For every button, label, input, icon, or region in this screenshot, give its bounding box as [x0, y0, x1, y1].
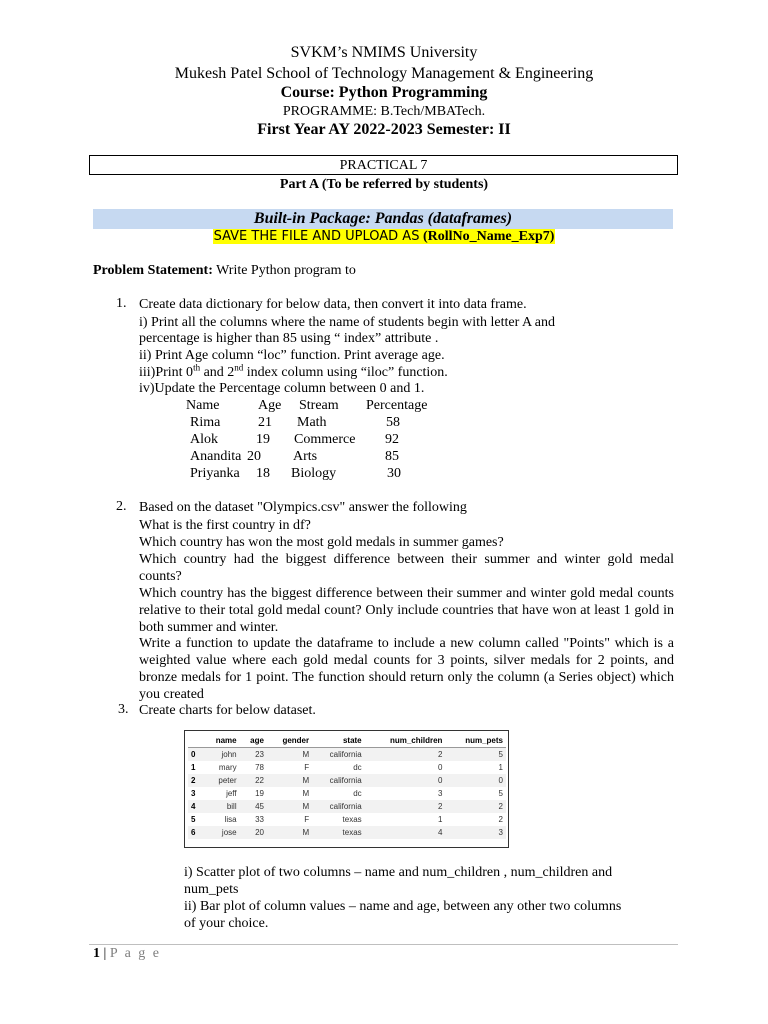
table-cell: 2 [188, 774, 202, 787]
student-cell: Alok [190, 432, 218, 447]
student-header-name: Name [186, 398, 220, 413]
table-cell: 2 [445, 800, 506, 813]
dataframe-header: num_pets [445, 734, 506, 748]
student-cell: Anandita [190, 449, 242, 464]
table-cell: 4 [188, 800, 202, 813]
table-cell: texas [342, 815, 362, 824]
table-cell: california [312, 748, 365, 762]
table-cell: 20 [240, 826, 267, 839]
table-cell: jeff [226, 789, 237, 798]
table-cell: 33 [255, 815, 264, 824]
q1-part-iii [139, 364, 448, 381]
school-name: Mukesh Patel School of Technology Management & Engineering [174, 65, 594, 82]
table-cell: 0 [188, 748, 202, 762]
table-cell: 5 [191, 815, 196, 824]
table-cell: 3 [191, 789, 196, 798]
table-cell: 19 [255, 789, 264, 798]
save-highlight [213, 229, 556, 244]
table-cell: john [202, 748, 239, 762]
table-cell: mary [218, 763, 237, 772]
table-cell: M [267, 800, 312, 813]
page-footer [93, 946, 161, 962]
table-cell: 45 [240, 800, 267, 813]
table-cell: texas [312, 826, 365, 839]
student-cell: Biology [291, 466, 337, 481]
footer-divider [89, 944, 678, 945]
table-row [188, 774, 506, 787]
table-cell: M [267, 748, 312, 762]
page-word: P a g e [109, 946, 162, 961]
table-cell: 1 [498, 763, 503, 772]
table-cell: M [302, 789, 310, 798]
q1-part-i-line1: i) Print all the columns where the name of students begin with letter A and [139, 315, 556, 330]
student-cell: Priyanka [190, 466, 240, 481]
student-cell: Math [297, 415, 327, 430]
dataframe-header: num_children [365, 734, 446, 748]
table-cell: 0 [365, 774, 446, 787]
dataframe-header: name [202, 734, 239, 748]
table-cell: 1 [191, 763, 196, 772]
course-title: Course: Python Programming [280, 84, 488, 101]
q1-number: 1. [116, 296, 127, 311]
q2-number: 2. [116, 499, 127, 514]
q2-question-1: What is the first country in df? [139, 518, 311, 533]
problem-label: Problem Statement: [93, 263, 213, 278]
table-cell: 3 [445, 826, 506, 839]
student-cell: 85 [385, 449, 399, 464]
q2-question-3: Which country had the biggest difference between their summer and winter gold medal counts? [139, 552, 674, 584]
q3-part-ii-line1: ii) Bar plot of column values – name and age, between any other two columns [184, 899, 622, 914]
problem-statement [93, 263, 356, 279]
table-cell: 2 [365, 800, 446, 813]
dataframe-table [188, 734, 506, 839]
table-cell: lisa [224, 815, 237, 824]
student-header-stream: Stream [299, 398, 339, 413]
practical-title: PRACTICAL 7 [339, 158, 428, 173]
table-cell: 0 [437, 763, 443, 772]
academic-year: First Year AY 2022-2023 Semester: II [257, 121, 511, 138]
student-cell: 92 [385, 432, 399, 447]
table-cell: 0 [445, 774, 506, 787]
table-cell: california [312, 800, 365, 813]
page-number: 1 [93, 946, 100, 961]
table-row [188, 748, 506, 762]
part-label: Part A (To be referred by students) [279, 177, 489, 192]
student-cell: 58 [386, 415, 400, 430]
dataframe-header: age [240, 734, 267, 748]
footer-separator: | [100, 946, 110, 961]
table-cell: 22 [240, 774, 267, 787]
q3-number: 3. [118, 702, 129, 717]
q3-part-i-line1: i) Scatter plot of two columns – name and num_children , num_children and [184, 865, 613, 880]
table-cell: 23 [240, 748, 267, 762]
student-header-age: Age [258, 398, 282, 413]
problem-text: Write Python program to [216, 263, 356, 278]
q3-part-i-line2: num_pets [184, 882, 239, 897]
student-cell: 21 [258, 415, 272, 430]
q3-part-ii-line2: of your choice. [184, 916, 269, 931]
table-cell: 5 [498, 789, 503, 798]
table-cell: 1 [437, 815, 443, 824]
q2-intro: Based on the dataset "Olympics.csv" answer the following [139, 500, 467, 515]
university-name: SVKM’s NMIMS University [290, 44, 478, 61]
q1-part-iii-b: and 2 [200, 365, 235, 380]
table-cell: F [304, 815, 310, 824]
save-instruction [0, 229, 768, 245]
table-cell: 3 [437, 789, 443, 798]
table-cell: 2 [365, 748, 446, 762]
table-cell: peter [202, 774, 239, 787]
q1-part-ii: ii) Print Age column “loc” function. Print average age. [139, 348, 445, 363]
q1-part-iii-c: index column using “iloc” function. [243, 365, 448, 380]
q1-part-i-line2: percentage is higher than 85 using “ index” attribute . [139, 331, 439, 346]
student-cell: Commerce [294, 432, 356, 447]
q1-sup-nd: nd [234, 362, 244, 373]
q1-part-iv: iv)Update the Percentage column between 0 and 1. [139, 381, 425, 396]
table-cell: california [312, 774, 365, 787]
table-cell: bill [202, 800, 239, 813]
save-prefix: SAVE THE FILE AND UPLOAD AS [213, 229, 420, 244]
table-cell: jose [202, 826, 239, 839]
package-banner: Built-in Package: Pandas (dataframes) [93, 209, 673, 229]
student-cell: Arts [293, 449, 318, 464]
table-cell: dc [353, 763, 362, 772]
q2-question-5: Write a function to update the dataframe to include a new column called "Points" which is a weighted value where each gold medal counts for 3 points, silver medals for 2 points, and bronze medals for 1 point. The function should return only the column (a Series object) which you created [139, 636, 674, 702]
table-cell: 6 [188, 826, 202, 839]
student-cell: 20 [247, 449, 261, 464]
save-filename: (RollNo_Name_Exp7) [422, 229, 555, 244]
table-row [188, 800, 506, 813]
q3-intro: Create charts for below dataset. [139, 703, 316, 718]
student-cell: 19 [256, 432, 270, 447]
q2-question-2: Which country has won the most gold medals in summer games? [139, 535, 504, 550]
table-cell: F [304, 763, 310, 772]
table-cell: 78 [255, 763, 264, 772]
dataframe-header [188, 734, 202, 748]
practical-title-box [89, 155, 678, 175]
table-row [188, 826, 506, 839]
table-row [188, 813, 506, 826]
dataframe-header: gender [267, 734, 312, 748]
table-cell: M [267, 774, 312, 787]
table-row [188, 761, 506, 774]
student-cell: 18 [256, 466, 270, 481]
dataframe-header-row [188, 734, 506, 748]
table-cell: 2 [498, 815, 503, 824]
table-cell: dc [353, 789, 362, 798]
programme: PROGRAMME: B.Tech/MBATech. [282, 104, 486, 119]
student-header-percentage: Percentage [366, 398, 428, 413]
table-cell: M [267, 826, 312, 839]
q2-question-4: Which country has the biggest difference between their summer and winter gold medal counts relative to their total gold medal count? Only include countries that have won at least 1 gold in both summer and winter. [139, 586, 674, 635]
q1-intro: Create data dictionary for below data, then convert it into data frame. [139, 297, 527, 312]
dataframe-header: state [312, 734, 365, 748]
table-cell: 5 [445, 748, 506, 762]
table-row [188, 787, 506, 800]
q1-sup-th: th [193, 362, 201, 373]
q1-part-iii-a: iii)Print 0 [139, 365, 194, 380]
student-cell: 30 [387, 466, 401, 481]
dataframe-image [184, 730, 509, 848]
student-cell: Rima [190, 415, 221, 430]
table-cell: 4 [365, 826, 446, 839]
